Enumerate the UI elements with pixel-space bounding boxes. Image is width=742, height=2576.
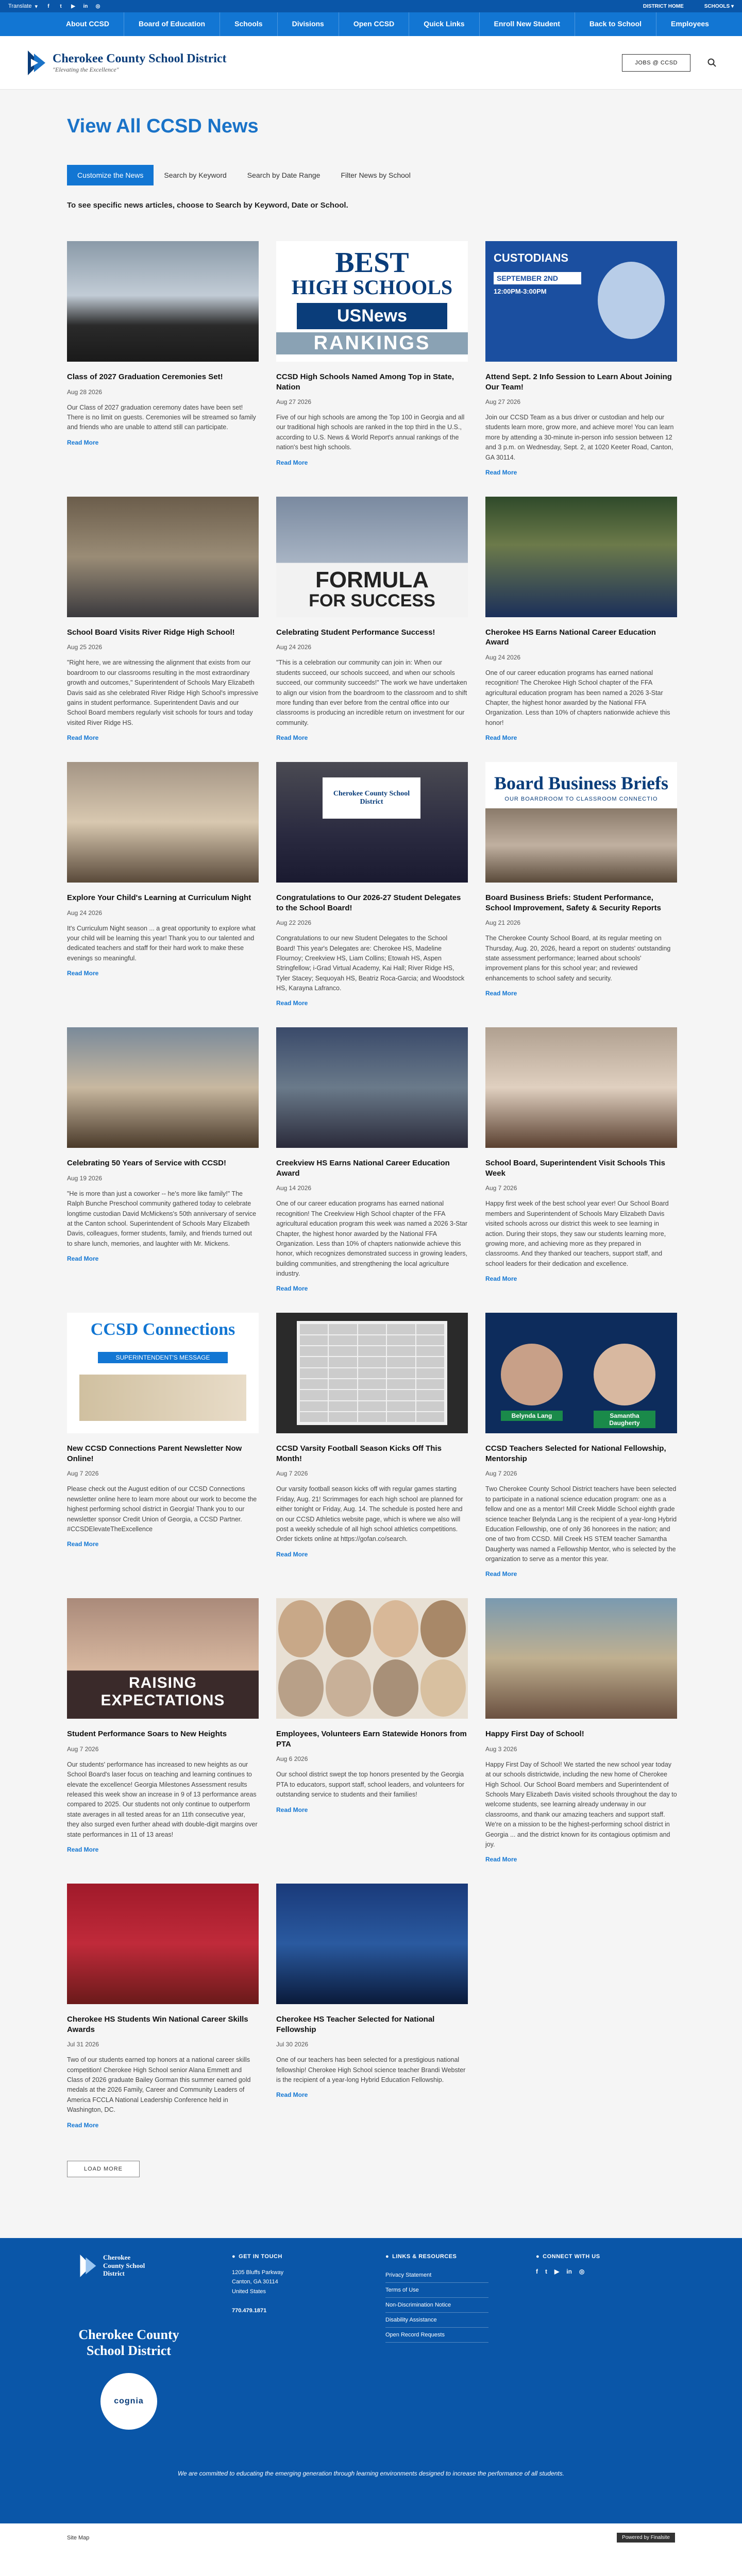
news-card[interactable] [485, 1313, 677, 1579]
connect-heading: CONNECT WITH US [543, 2253, 600, 2260]
phone-link[interactable]: 770.479.1871 [232, 2307, 267, 2314]
nav-open-ccsd[interactable]: Open CCSD [339, 12, 409, 36]
nav-about[interactable]: About CCSD [52, 12, 124, 36]
news-title[interactable]: CCSD Teachers Selected for National Fellowship, Mentorship [485, 1444, 666, 1463]
read-more-link[interactable]: Read More [67, 1540, 99, 1548]
news-date: Aug 7 2026 [485, 1470, 517, 1478]
district-tagline: "Elevating the Excellence" [53, 65, 119, 73]
news-thumbnail[interactable] [485, 1598, 677, 1719]
news-title[interactable]: Explore Your Child's Learning at Curriculum Night [67, 893, 251, 903]
news-thumbnail[interactable] [276, 241, 468, 362]
news-date: Aug 22 2026 [276, 919, 312, 927]
news-date: Aug 21 2026 [485, 919, 521, 927]
news-thumbnail[interactable] [485, 241, 677, 362]
youtube-icon[interactable]: ▶ [71, 3, 75, 9]
news-date: Aug 24 2026 [485, 653, 521, 661]
news-title[interactable]: Celebrating 50 Years of Service with CCSD! [67, 1159, 227, 1168]
news-date: Aug 25 2026 [67, 643, 103, 651]
usnews-high: HIGH SCHOOLS [291, 276, 453, 299]
read-more-link[interactable]: Read More [276, 2091, 308, 2099]
news-thumbnail[interactable] [67, 497, 259, 617]
briefs-title: Board Business Briefs [494, 773, 669, 794]
translate-label: Translate [8, 3, 32, 9]
nondiscrimination-link[interactable]: Non-Discrimination Notice [385, 2298, 488, 2313]
page-title: View All CCSD News [67, 115, 259, 137]
footer-logo[interactable] [77, 2252, 149, 2279]
nav-enroll[interactable]: Enroll New Student [480, 12, 575, 36]
news-date: Aug 6 2026 [276, 1755, 308, 1763]
news-thumbnail[interactable] [67, 1027, 259, 1148]
news-title[interactable]: Student Performance Soars to New Heights [67, 1730, 227, 1739]
news-title[interactable]: Board Business Briefs: Student Performance, School Improvement, Safety & Security Reports [485, 893, 661, 912]
news-date: Jul 30 2026 [276, 2041, 309, 2048]
news-card[interactable] [276, 1313, 468, 1579]
usnews-graphic [276, 241, 468, 362]
read-more-link[interactable]: Read More [276, 1550, 308, 1558]
news-thumbnail[interactable] [485, 497, 677, 617]
news-date: Aug 19 2026 [67, 1174, 103, 1182]
news-thumbnail[interactable] [67, 1313, 259, 1433]
custodians-date: SEPTEMBER 2ND [494, 272, 581, 284]
facebook-icon[interactable]: f [47, 3, 49, 9]
news-summary: Please check out the August edition of our CCSD Connections newsletter online here to learn more about our work to become the highest performing school district in Georgia! Thank you to our newsletter sponsor Credit Union of Georgia, a CCSD Partner. #CCSDElevateTheExcellence [67, 1485, 257, 1533]
news-thumbnail[interactable] [276, 497, 468, 617]
linkedin-icon[interactable]: in [566, 2267, 572, 2275]
news-thumbnail[interactable] [276, 1027, 468, 1148]
news-thumbnail[interactable] [276, 1884, 468, 2004]
utility-social [45, 3, 102, 10]
news-summary: Our school district swept the top honors presented by the Georgia PTA to educators, support staff, school leaders, and volunteers for outstanding service to students and their families! [276, 1771, 465, 1799]
news-thumbnail[interactable] [485, 1313, 677, 1433]
usnews-best: BEST [335, 247, 409, 279]
newsletter-title: CCSD Connections [90, 1320, 235, 1340]
footer-links [385, 2253, 488, 2343]
schools-dropdown[interactable]: SCHOOLS ▾ [704, 3, 734, 9]
news-date: Aug 28 2026 [67, 388, 103, 396]
nav-board[interactable]: Board of Education [124, 12, 220, 36]
news-date: Aug 7 2026 [276, 1470, 308, 1478]
news-thumbnail[interactable] [485, 1027, 677, 1148]
chat-icon: ● [536, 2253, 540, 2260]
news-title[interactable]: School Board, Superintendent Visit Schools This Week [485, 1159, 665, 1178]
chevron-down-icon: ▾ [35, 3, 38, 10]
news-title[interactable]: New CCSD Connections Parent Newsletter Now Online! [67, 1444, 242, 1463]
read-more-link[interactable]: Read More [276, 1285, 308, 1293]
news-date: Jul 31 2026 [67, 2041, 99, 2048]
footer-logo-text: Cherokee County School District [103, 2253, 145, 2278]
linkedin-icon[interactable]: in [83, 3, 88, 9]
fellowship-name-b: Samantha Daugherty [594, 1411, 655, 1428]
news-summary: One of our teachers has been selected for a prestigious national fellowship! Cherokee High School science teacher Brandi Webster is the recipient of a year-long Hybrid Education Fellowship. [276, 2056, 466, 2083]
read-more-link[interactable]: Read More [485, 1856, 517, 1863]
news-card[interactable] [67, 241, 259, 477]
load-more-section [0, 2150, 742, 2238]
read-more-link[interactable]: Read More [485, 734, 517, 742]
news-card[interactable] [276, 1598, 468, 1864]
logo-mark-icon [77, 2252, 98, 2279]
address-line-1: 1205 Bluffs Parkway [232, 2269, 284, 2276]
custodians-time: 12:00PM-3:00PM [494, 287, 547, 295]
news-card[interactable] [276, 497, 468, 742]
news-summary: Our Class of 2027 graduation ceremony dates have been set! There is no limit on guests. Ceremonies will be streamed so family and friends who are unable to attend still can participate. [67, 403, 256, 431]
read-more-link[interactable]: Read More [67, 1255, 99, 1263]
news-card[interactable] [67, 762, 259, 1008]
mission-statement: We are committed to educating the emerging generation through learning environments designed to increase the performance of all students. [177, 2469, 565, 2477]
news-card[interactable] [276, 1027, 468, 1293]
news-card[interactable] [485, 497, 677, 742]
logo-mark-icon [25, 48, 47, 77]
jobs-button[interactable]: JOBS @ CCSD [622, 54, 690, 72]
news-title[interactable]: Congratulations to Our 2026-27 Student Delegates to the School Board! [276, 893, 461, 912]
tab-date-range[interactable]: Search by Date Range [247, 171, 321, 179]
news-title[interactable]: Cherokee HS Students Win National Career Skills Awards [67, 2015, 248, 2034]
news-thumbnail[interactable] [67, 1598, 259, 1719]
district-name: Cherokee County School District [53, 52, 227, 65]
news-card[interactable] [67, 1598, 259, 1864]
news-thumbnail[interactable] [485, 762, 677, 883]
tab-filter-school[interactable]: Filter News by School [341, 171, 411, 179]
news-card[interactable] [276, 762, 468, 1008]
delegates-sign: Cherokee County School District [333, 790, 410, 806]
news-instructions: To see specific news articles, choose to Search by Keyword, Date or School. [67, 201, 348, 210]
news-thumbnail[interactable] [67, 241, 259, 362]
news-thumbnail[interactable] [276, 1313, 468, 1433]
read-more-link[interactable]: Read More [485, 468, 517, 476]
news-card[interactable] [276, 1884, 468, 2129]
instagram-icon[interactable]: ◎ [95, 3, 100, 9]
open-records-link[interactable]: Open Record Requests [385, 2328, 488, 2343]
usnews-rank: RANKINGS [276, 332, 468, 354]
news-thumbnail[interactable] [276, 1598, 468, 1719]
expectations-banner: RAISING EXPECTATIONS [100, 1674, 225, 1709]
news-title[interactable]: Employees, Volunteers Earn Statewide Honors from PTA [276, 1730, 467, 1749]
read-more-link[interactable]: Read More [67, 438, 99, 446]
nav-divisions[interactable]: Divisions [278, 12, 339, 36]
disability-link[interactable]: Disability Assistance [385, 2313, 488, 2328]
news-date: Aug 27 2026 [276, 398, 312, 405]
site-header [0, 36, 742, 90]
news-summary: "Right here, we are witnessing the alignment that exists from our boardroom to our classrooms resulting in the most extraordinary growth and outcomes," Superintendent of Schools Mary Elizabeth Davis said as she celebrated River Ridge High School's impressive gains in student performance. Superintendent Davis and our School Board members regularly visit schools for tours and today visited River Ridge HS. [67, 659, 259, 726]
read-more-link[interactable]: Read More [485, 1275, 517, 1282]
read-more-link[interactable]: Read More [67, 970, 99, 977]
news-summary: "This is a celebration our community can join in: When our students succeed, our schools succeed, and when our schools succeed, our community succeeds!" The work we have undertaken to align our vision from the boardroom to the classroom and to shift more funding than ever before from the central office into our classrooms is producing an incredible return on investment for our community. [276, 659, 467, 726]
get-in-touch-heading: GET IN TOUCH [239, 2253, 282, 2260]
news-grid [0, 236, 742, 2150]
news-date: Aug 7 2026 [67, 1745, 99, 1753]
search-icon[interactable] [707, 58, 717, 68]
news-summary: Happy first week of the best school year ever! Our School Board members and Superintendent of Schools Mary Elizabeth Davis visited schools across our district this week to see learning in action. During their stops, they saw our students learning more, growing more, and achieving more as they prepared in classrooms. And they thanked our teachers, support staff, and school leaders for their dedication and excellence. [485, 1200, 669, 1267]
read-more-link[interactable]: Read More [67, 734, 99, 741]
news-summary: Two Cherokee County School District teachers have been selected to participate in a national science education program: one as a fellow and one as a mentor! Mill Creek Middle School eighth grade science teacher Belynda Lang is the recipient of a year-long Hybrid Education Fellowship, one of only 36 honorees in the nation; and one of two from CCSD. Mill Creek HS STEM teacher Samantha Daugherty was named a Fellowship Mentor, who is selected by the organization to serve as a mentor this year. [485, 1485, 677, 1563]
news-card[interactable] [67, 1884, 259, 2129]
news-date: Aug 14 2026 [276, 1184, 312, 1192]
news-card[interactable] [485, 762, 677, 1008]
news-thumbnail[interactable] [276, 762, 468, 883]
formula-success: FOR SUCCESS [309, 590, 435, 611]
tab-customize[interactable]: Customize the News [67, 165, 154, 185]
read-more-link[interactable]: Read More [276, 1806, 308, 1814]
terms-link[interactable]: Terms of Use [385, 2283, 488, 2298]
nav-employees[interactable]: Employees [671, 20, 709, 28]
instagram-icon[interactable]: ◎ [579, 2267, 585, 2275]
nav-back-to-school[interactable]: Back to School [575, 12, 656, 36]
news-summary: Two of our students earned top honors at a national career skills competition! Cherokee High School senior Alana Emmett and Class of 2026 graduate Bailey Gorman this summer earned gold medals at the 2026 Family, Career and Community Leaders of America FCCLA National Leadership Conference held in Washington, DC. [67, 2056, 251, 2114]
utility-bar [0, 0, 742, 12]
news-summary: The Cherokee County School Board, at its regular meeting on Thursday, Aug. 20, 2026, heard a report on students' outstanding state assessment performance; learned about schools' improvement plans for this school year; and reviewed enhancements to school safety and security. [485, 935, 671, 982]
news-thumbnail[interactable] [67, 762, 259, 883]
news-title[interactable]: Cherokee HS Earns National Career Education Award [485, 628, 656, 647]
tab-keyword[interactable]: Search by Keyword [164, 171, 227, 179]
location-icon: ● [232, 2253, 236, 2260]
news-card[interactable] [485, 1598, 677, 1864]
news-tabs [67, 165, 421, 185]
fellowship-name-a: Belynda Lang [501, 1411, 563, 1421]
read-more-link[interactable]: Read More [276, 734, 308, 741]
news-card[interactable] [485, 1027, 677, 1293]
footer-connect [536, 2253, 600, 2275]
read-more-link[interactable]: Read More [67, 2121, 99, 2129]
accreditation-badge: cognia [100, 2373, 157, 2430]
twitter-icon[interactable]: t [545, 2267, 547, 2275]
news-summary: One of our career education programs has earned national recognition! The Creekview High School chapter of the FFA agricultural education program this week was named a 2026 3-Star Chapter, the highest honor awarded by the National FFA Organization. Less than 10% of chapters nationwide achieve this honor, which recognizes demonstrated success in growing leaders, building communities, and strengthening the local agriculture industry. [276, 1200, 468, 1277]
news-title[interactable]: Creekview HS Earns National Career Education Award [276, 1159, 450, 1178]
news-summary: It's Curriculum Night season ... a great opportunity to explore what your child will be learning this year! Thank you to our talented and dedicated teachers and staff for their hard work to make these evenings so meaningful. [67, 924, 256, 962]
facebook-icon[interactable]: f [536, 2267, 538, 2275]
quick-nav [0, 12, 742, 36]
nav-quick-links[interactable]: Quick Links [409, 12, 479, 36]
page-title-section [0, 90, 742, 236]
news-date: Aug 24 2026 [67, 909, 103, 917]
news-summary: Happy First Day of School! We started the new school year today at our schools districtwide, including the new home of Cherokee High School. Our School Board members and Superintendent of Schools Mary Elizabeth Davis visited schools throughout the day to welcome students, see learning already underway in our classrooms, and thank our amazing teachers and support staff. We're on a mission to be the highest-performing school district in Georgia ... and the district known for its contagious optimism and joy. [485, 1760, 677, 1848]
custodians-heading: CUSTODIANS [494, 251, 569, 264]
bottom-bar [0, 2523, 742, 2552]
news-summary: Five of our high schools are among the Top 100 in Georgia and all our traditional high schools are ranked in the top third in the U.S., according to U.S. News & World Report's annual rankings of the nation's best high schools. [276, 414, 465, 451]
links-heading: LINKS & RESOURCES [392, 2253, 457, 2260]
news-summary: One of our career education programs has earned national recognition! The Cherokee High School chapter of the FFA agricultural education program has been named a 2026 3-Star Chapter, the highest honor awarded by the National FFA Organization. Less than 10% of chapters nationwide achieve this honor! [485, 669, 670, 726]
news-summary: Congratulations to our new Student Delegates to the School Board! This year's Delegates are: Cherokee HS, Madeline Flournoy; Creekview HS, Liam Collins; Etowah HS, Aspen Stringfellow; i-Grad Virtual Academy, Kai Hall; River Ridge HS, Tyler Stacey; Sequoyah HS, Beatriz Roca-Garcia; and Woodstock HS, Karayna Lafranco. [276, 935, 465, 992]
news-date: Aug 7 2026 [67, 1470, 99, 1478]
news-title[interactable]: Happy First Day of School! [485, 1730, 584, 1739]
read-more-link[interactable]: Read More [67, 1845, 99, 1853]
news-title[interactable]: CCSD Varsity Football Season Kicks Off This Month! [276, 1444, 442, 1463]
news-thumbnail[interactable] [67, 1884, 259, 2004]
read-more-link[interactable]: Read More [276, 459, 308, 466]
read-more-link[interactable]: Read More [276, 999, 308, 1007]
news-date: Aug 27 2026 [485, 398, 521, 405]
news-card[interactable] [276, 241, 468, 477]
link-icon: ● [385, 2253, 390, 2260]
address-line-3: United States [232, 2288, 266, 2295]
news-title[interactable]: Class of 2027 Graduation Ceremonies Set! [67, 372, 223, 381]
sitemap-link[interactable]: Site Map [67, 2534, 90, 2541]
footer-contact [232, 2253, 283, 2316]
news-card[interactable] [67, 1027, 259, 1293]
youtube-icon[interactable]: ▶ [554, 2267, 560, 2275]
powered-by-badge[interactable]: Powered by Finalsite [617, 2533, 675, 2543]
news-title[interactable]: School Board Visits River Ridge High School! [67, 628, 235, 637]
news-card[interactable] [67, 1313, 259, 1579]
news-summary: "He is more than just a coworker -- he's more like family!" The Ralph Bunche Preschool community gathered today to celebrate longtime custodian David McMickens's 50th anniversary of service at the Canton school. Superintendent of Schools Mary Elizabeth Davis, colleagues, former students, family, and friends turned out to share lunch, memories, and laughter with Mr. Mickens. [67, 1190, 257, 1247]
news-summary: Join our CCSD Team as a bus driver or custodian and help our students learn more, grow more, and achieve more! You can learn more by attending a 30-minute in-person info session between 12 and 3 p.m. on Wednesday, Sept. 2, at 1020 Keeter Road, Canton, GA 30114. [485, 414, 674, 461]
news-card[interactable] [67, 497, 259, 742]
news-summary: Our students' performance has increased to new heights as our School Board's laser focus on teaching and learning continues to elevate the excellence! Georgia Milestones Assessment results released this week show an increase in 9 of 13 performance areas compared to 2025. Our students not only continue to outperform state averages in all tested areas for an 11th consecutive year, they also surged even further ahead with double-digit margins over state performances in 11 of 13 areas! [67, 1760, 258, 1838]
address-line-2: Canton, GA 30114 [232, 2279, 278, 2285]
load-more-button[interactable]: LOAD MORE [67, 2161, 140, 2177]
site-footer [0, 2238, 742, 2523]
footer-district-name: Cherokee County School District [78, 2327, 179, 2358]
briefs-sub: OUR BOARDROOM TO CLASSROOM CONNECTIO [504, 796, 658, 803]
news-title[interactable]: CCSD High Schools Named Among Top in State, Nation [276, 372, 454, 392]
newsletter-sub: SUPERINTENDENT'S MESSAGE [98, 1352, 228, 1363]
news-date: Aug 24 2026 [276, 643, 312, 651]
privacy-link[interactable]: Privacy Statement [385, 2268, 488, 2283]
nav-schools[interactable]: Schools [220, 12, 277, 36]
read-more-link[interactable]: Read More [485, 1570, 517, 1578]
district-logo[interactable] [25, 48, 227, 77]
news-summary: Our varsity football season kicks off with regular games starting Friday, Aug. 21! Scrimmages for each high school are planned for either tonight or Friday, Aug. 14. The schedule is posted here and on our CCSD Athletics website page, which is where we also will post a weekly schedule of all high school athletics competitions. Order tickets online at https://gofan.co/search. [276, 1485, 463, 1543]
twitter-icon[interactable]: t [60, 3, 62, 9]
news-title[interactable]: Cherokee HS Teacher Selected for National Fellowship [276, 2015, 435, 2034]
formula-word: FORMULA [315, 567, 429, 592]
usnews-brand: USNews [297, 303, 447, 329]
read-more-link[interactable]: Read More [485, 990, 517, 997]
news-card[interactable] [485, 241, 677, 477]
news-date: Aug 3 2026 [485, 1745, 517, 1753]
news-title[interactable]: Attend Sept. 2 Info Session to Learn About Joining Our Team! [485, 372, 672, 392]
district-home-link[interactable]: DISTRICT HOME [643, 3, 684, 9]
news-title[interactable]: Celebrating Student Performance Success! [276, 628, 435, 637]
news-date: Aug 7 2026 [485, 1184, 517, 1192]
translate-widget[interactable] [8, 3, 38, 10]
